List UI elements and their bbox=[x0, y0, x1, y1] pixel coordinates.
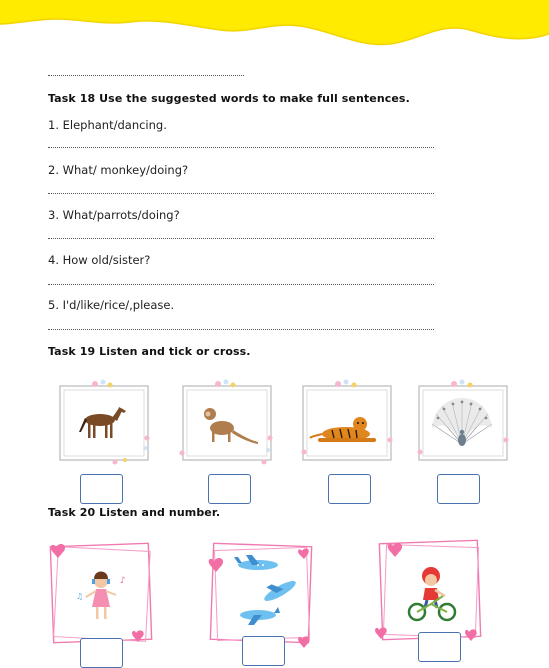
task-18-item-2: 2. What/ monkey/doing? bbox=[48, 163, 189, 177]
answer-box-2[interactable] bbox=[208, 474, 251, 504]
answer-line-5[interactable] bbox=[48, 329, 434, 330]
girl-listening-music-picture bbox=[46, 537, 158, 649]
horse-picture bbox=[55, 378, 153, 466]
task-18-title: Task 18 Use the suggested words to make full sentences. bbox=[48, 92, 410, 105]
yellow-wave-header bbox=[0, 0, 549, 60]
answer-line[interactable] bbox=[48, 75, 244, 76]
task-18-item-1: 1. Elephant/dancing. bbox=[48, 118, 167, 132]
answer-box-3[interactable] bbox=[328, 474, 371, 504]
task-19-title: Task 19 Listen and tick or cross. bbox=[48, 345, 251, 358]
svg-text:♪: ♪ bbox=[120, 576, 126, 586]
svg-text:♫: ♫ bbox=[76, 592, 84, 601]
answer-line-1[interactable] bbox=[48, 147, 434, 148]
answer-line-3[interactable] bbox=[48, 238, 434, 239]
task-18-item-5: 5. I'd/like/rice/,please. bbox=[48, 298, 175, 312]
tiger-picture bbox=[298, 378, 396, 466]
peacock-picture bbox=[414, 378, 512, 466]
answer-box-1[interactable] bbox=[80, 474, 123, 504]
boy-riding-bike-picture bbox=[375, 534, 487, 646]
number-box-1[interactable] bbox=[80, 638, 123, 668]
monkey-picture bbox=[178, 378, 276, 466]
airplanes-picture bbox=[206, 537, 318, 649]
answer-line-2[interactable] bbox=[48, 193, 434, 194]
task-18-item-4: 4. How old/sister? bbox=[48, 253, 151, 267]
answer-line-4[interactable] bbox=[48, 284, 434, 285]
number-box-2[interactable] bbox=[242, 636, 285, 666]
task-18-item-3: 3. What/parrots/doing? bbox=[48, 208, 180, 222]
number-box-3[interactable] bbox=[418, 632, 461, 662]
task-20-title: Task 20 Listen and number. bbox=[48, 506, 221, 519]
answer-box-4[interactable] bbox=[437, 474, 480, 504]
